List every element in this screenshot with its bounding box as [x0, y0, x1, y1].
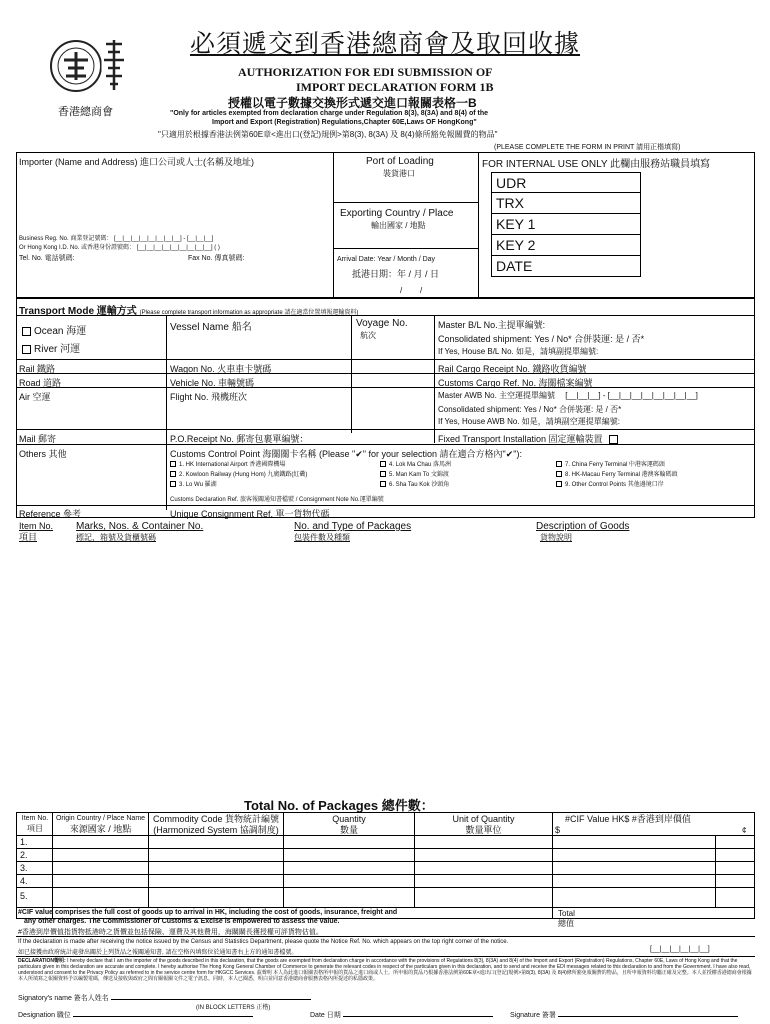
others-label: Others 其他 [19, 449, 67, 459]
mail-label: Mail 郵寄 [19, 434, 57, 444]
date-label: Date 日期 [310, 1012, 341, 1019]
declaration-text [18, 958, 752, 982]
packages-label: No. and Type of Packages [294, 521, 412, 532]
ccp-checkbox-8[interactable] [556, 471, 562, 477]
ccp-option-1-label: 1. HK International Airport 香港國際機場 [179, 462, 286, 468]
table-row: 5. [20, 891, 28, 901]
declaration-body: I hereby declare that I am the importer of the goods described in this declaration, that the goods are exempted from declaration charge in accordance with the provisions of Regulations 8(3), 8(3A) and 8(4) of the Import and Export (Registration) Regulations, Chapter 60E, Laws of Hong Kong and that the particulars given in this declaration are accurate and complete. I hereby authorise The Hong Kong General Chamber of Commerce to generate the relevant codes in respect of the particulars given in this declaration, and to send and receive the EDI messages related to this declaration to and from the Government. I have also read, understood and consent to the Privacy Policy as referred to in the service centre form for HKGCC Services. [18, 958, 751, 976]
river-checkbox[interactable] [22, 345, 31, 354]
col-unit-label: Unit of Quantity [452, 814, 515, 824]
ocean-option[interactable] [22, 322, 86, 337]
designation-label: Designation 職位 [18, 1012, 71, 1019]
total-label-cn: 總值 [558, 919, 574, 928]
packages-label-cn: 包裝件數及種類 [294, 533, 350, 542]
col-qty-label: Quantity [332, 814, 366, 824]
fixed-transport-label: Fixed Transport Installation 固定運輸裝置 [438, 434, 603, 444]
table-row: 1. [20, 837, 28, 847]
ccp-option-7-label: 7. China Ferry Terminal 中港客運碼頭 [565, 462, 665, 468]
master-awb-row [438, 390, 698, 401]
fax-label: Fax No. 傳真號碼: [188, 255, 245, 262]
arrival-date-field[interactable]: / / [400, 286, 423, 295]
col-cif-cent: ¢ [742, 826, 747, 835]
business-reg-label [19, 233, 213, 242]
notice-text-cn: 如已接獲由政府統計處發出關於上列貨品之報關通知書, 請在空格內填寫位於通知書右上方的通知書檔號。 [18, 950, 298, 956]
col-code-label-en: (Harmonized System 協調制度) [153, 825, 279, 835]
signature-row [510, 1010, 738, 1020]
voyage-label: Voyage No. [356, 318, 408, 329]
po-receipt-label: P.O.Receipt No. 郵寄包裹單編號： [170, 434, 309, 444]
block-letters-note: (IN BLOCK LETTERS 正楷) [196, 1005, 271, 1011]
total-packages-label: Total No. of Packages 總件數： [244, 798, 434, 813]
ccp-option-3[interactable] [170, 480, 307, 490]
ccp-option-5-label: 5. Man Kam To 文錦渡 [389, 472, 449, 478]
col-cif-header [555, 814, 691, 836]
ccp-option-2[interactable] [170, 470, 307, 480]
col-qty-header [284, 814, 414, 836]
chamber-logo [48, 30, 130, 102]
internal-use-label: FOR INTERNAL USE ONLY 此欄由服務站職員填寫 [482, 159, 711, 170]
note-en-2: Import and Export (Registration) Regulations,Chapter 60E,Laws OF HongKong" [212, 119, 477, 126]
table-row: 4. [20, 876, 28, 886]
col-cif-dollar: $ [555, 825, 561, 835]
ocean-checkbox[interactable] [22, 327, 31, 336]
notice-ref-field[interactable]: [__|__|__|__|__|__] [650, 946, 710, 953]
master-awb-field[interactable]: [__|__|__] - [__|__|__|__|__|__|__|__] [565, 391, 698, 400]
col-unit-header [415, 814, 552, 836]
signatory-label: Signatory's name 簽名人姓名 [18, 995, 109, 1002]
customs-cargo-label: Customs Cargo Ref. No. 海關檔案編號 [438, 378, 593, 388]
cif-note-1: #CIF value comprises the full cost of goods up to arrival in HK, including the cost of goods, insurance, freight and [18, 909, 398, 916]
org-name: 香港總商會 [58, 106, 113, 118]
master-bl-label: Master B/L No.主提單編號: [438, 320, 546, 330]
page-title-en-2: IMPORT DECLARATION FORM 1B [296, 80, 494, 94]
goods-item-no-label: Item No. [19, 521, 54, 531]
description-label: Description of Goods [536, 521, 630, 532]
ccp-option-9-label: 9. Other Control Points 其他邊境口岸 [565, 482, 664, 488]
col-item-label-cn: 項目 [27, 824, 43, 833]
river-option[interactable] [22, 340, 80, 355]
internal-codes-box [491, 172, 641, 277]
arrival-date-label-cn: 抵港日期：年 / 月 / 日 [352, 269, 440, 279]
house-bl-label: If Yes, House B/L No. 如是，請填副提單編號: [438, 347, 599, 356]
declaration-body-cn: 茲聲明 本人為此進口報關表格所申報的貨品之進口商或人士，所申報的貨品乃根據香港法例第60E章<進出口(登記)規例>第8(3), 8(3A) 及 8(4)條所豁免報關費的物品，且所申報資料均屬正確及完整。本人並授權香港總商會根據本人所填寫之報關資料予以編製電碼，傳送及接收與政府之間有關報關文件之電子訊息。同時，本人已閱悉，明白並同意香港總商會服務表格內所提述的私隱政策。 [18, 970, 752, 982]
tel-label: Tel. No. 電話號碼: [19, 255, 75, 262]
road-label: Road 道路 [19, 378, 62, 388]
page-title-cn: 必須遞交到香港總商會及取回收據 [190, 31, 581, 58]
ccp-checkbox-6[interactable] [380, 481, 386, 487]
print-note: (PLEASE COMPLETE THE FORM IN PRINT 請用正楷填寫) [494, 144, 681, 151]
rail-label: Rail 鐵路 [19, 364, 56, 374]
flight-label: Flight No. 飛機班次 [170, 392, 248, 402]
vehicle-label: Vehicle No. 車輛號碼 [170, 378, 255, 388]
marks-label-cn: 標記，箱號及貨櫃號碼 [76, 533, 156, 542]
internal-code-trx: TRX [491, 193, 641, 214]
reference-label: Reference 參考 [19, 509, 82, 519]
ccp-checkbox-7[interactable] [556, 461, 562, 467]
table-row: 3. [20, 863, 28, 873]
house-awb-label: If Yes, House AWB No. 如是，請填副空運提單編號: [438, 417, 620, 426]
transport-heading-note: (Please complete transport information as appropriate 請在適當位置填報運輸資料) [139, 310, 359, 316]
ccp-option-1[interactable] [170, 460, 307, 470]
ccp-option-2-label: 2. Kowloon Railway (Hung Hom) 九廣鐵路(紅磡) [179, 472, 308, 478]
ocean-label: Ocean 海運 [34, 326, 87, 337]
col-origin-header [53, 814, 148, 834]
col-origin-label-cn: 來源國家 / 地點 [69, 824, 132, 834]
ccp-checkbox-4[interactable] [380, 461, 386, 467]
river-label: River 河運 [34, 344, 81, 355]
port-loading-label: Port of Loading [366, 156, 434, 167]
hkid-field[interactable]: [__|__|__|__|__|__|__|__|__] ( ) [136, 245, 220, 251]
table-row: 2. [20, 850, 28, 860]
note-cn: "只適用於根據香港法例第60E章<進出口(登記)規例>第8(3), 8(3A) 及 8(4)條所豁免報關費的物品" [158, 130, 498, 139]
ccp-checkbox-1[interactable] [170, 461, 176, 467]
ccp-label: Customs Control Point 海關關卡名稱 (Please "✔" for your selection 請在適合方格內"✔"): [170, 449, 522, 459]
note-en-1: "Only for articles exempted from declaration charge under Regulation 8(3), 8(3A) and 8(4) of the [170, 110, 488, 117]
designation-field[interactable] [73, 1016, 253, 1017]
hkid-text: Or Hong Kong I.D. No. 或香港身份證號碼： [19, 245, 136, 251]
ucr-label: Unique Consignment Ref. 單一貨物代碼 [170, 509, 330, 519]
arrival-date-label: Arrival Date: Year / Month / Day [337, 256, 436, 263]
total-label [558, 909, 575, 929]
notice-text: If the declaration is made after receiving the notice issued by the Census and Statistics Department, please quote the Notice Ref. No. which appears on the top right corner of the notice. [18, 939, 509, 945]
fixed-transport-checkbox[interactable] [609, 435, 618, 444]
business-reg-text: Business Reg. No. 商業登記號碼： [19, 236, 113, 242]
col-item-header [18, 814, 52, 834]
table-entry-area[interactable] [53, 836, 753, 906]
rail-cargo-label: Rail Cargo Receipt No. 鐵路收貨編號 [438, 364, 587, 374]
ccp-option-5[interactable] [380, 470, 451, 480]
ccp-option-8-label: 8. HK-Macau Ferry Terminal 港澳客輪碼頭 [565, 472, 678, 478]
ccp-checkbox-2[interactable] [170, 471, 176, 477]
ccp-option-4[interactable] [380, 460, 451, 470]
ccp-option-6-label: 6. Sha Tau Kok 沙頭角 [389, 482, 450, 488]
declaration-label: DECLARATION聲明: [18, 958, 66, 964]
designation-row [18, 1010, 253, 1020]
description-header [536, 521, 629, 543]
customs-decl-ref-label: Customs Declaration Ref. 旅客報關通知書檔號 / Consignment Note No.運單編號 [170, 497, 384, 503]
ccp-option-8[interactable] [556, 470, 678, 480]
export-country-label: Exporting Country / Place [340, 208, 454, 219]
internal-code-key1: KEY 1 [491, 214, 641, 235]
marks-label: Marks, Nos. & Container No. [76, 521, 204, 532]
consolidated-label: Consolidated shipment: Yes / No* 合併裝運: 是 / 否* [438, 334, 645, 344]
export-country-label-cn: 輸出國家 / 地點 [371, 221, 426, 230]
ccp-option-6[interactable] [380, 480, 451, 490]
internal-code-udr: UDR [491, 172, 641, 193]
wagon-label: Wagon No. 火車車卡號碼 [170, 364, 272, 374]
internal-code-key2: KEY 2 [491, 235, 641, 256]
ccp-option-3-label: 3. Lo Wu 羅湖 [179, 482, 217, 488]
hkid-label [19, 242, 220, 251]
vessel-name-label: Vessel Name 船名 [170, 322, 252, 333]
port-loading-label-cn: 裝貨港口 [383, 169, 415, 178]
transport-heading-text: Transport Mode 運輸方式 [19, 306, 137, 317]
ccp-col-3 [556, 460, 678, 490]
date-field[interactable] [343, 1016, 493, 1017]
ccp-col-1 [170, 460, 307, 490]
cif-note-2: any other charges. The Commissioner of Customs & Excise is empowered to assess the value. [24, 918, 340, 925]
col-code-label: Commodity Code 貨物統計編號 [152, 814, 280, 824]
col-cif-label: #CIF Value HK$ #香港到岸價值 [565, 814, 691, 824]
col-unit-label-cn: 數量單位 [465, 825, 502, 835]
packages-header [294, 521, 411, 543]
ccp-checkbox-5[interactable] [380, 471, 386, 477]
air-label: Air 空運 [19, 392, 51, 402]
signature-label: Signature 簽署 [510, 1012, 556, 1019]
goods-item-no-header [19, 521, 53, 543]
description-label-cn: 貨物說明 [540, 533, 572, 542]
ccp-option-7[interactable] [556, 460, 678, 470]
internal-code-date: DATE [491, 256, 641, 277]
goods-item-no-label-cn: 項目 [19, 532, 38, 542]
goods-entry-area[interactable] [16, 546, 755, 791]
col-code-header [149, 814, 283, 836]
ccp-option-9[interactable] [556, 480, 678, 490]
cif-note-cn: #香港到岸價值指貨物抵港時之貨價並包括保險、運費及其他費用，海關關長獲授權可評貨物估值。 [18, 929, 323, 936]
ccp-option-4-label: 4. Lok Ma Chau 落馬洲 [389, 462, 452, 468]
voyage-label-cn: 航次 [360, 331, 376, 340]
master-awb-label: Master AWB No. 主空運提單編號 [438, 391, 556, 400]
importer-label: Importer (Name and Address) 進口公司或人士(名稱及地址) [19, 157, 255, 167]
col-origin-label: Origin Country / Place Name [55, 815, 146, 822]
page-subtitle-cn: 授權以電子數據交換形式遞交進口報關表格一B [228, 96, 477, 110]
ccp-checkbox-9[interactable] [556, 481, 562, 487]
col-qty-label-cn: 數量 [339, 825, 358, 835]
business-reg-field[interactable]: [__|__|__|__|__|__|__|__] - [__|__|__] [114, 236, 214, 242]
date-row [310, 1010, 493, 1020]
ccp-col-2 [380, 460, 451, 490]
consolidated2-label: Consolidated shipment: Yes / No* 合併裝運: 是 / 否* [438, 405, 622, 414]
marks-header [76, 521, 203, 543]
signatory-field[interactable] [111, 999, 311, 1000]
total-label-en: Total [558, 909, 575, 918]
importer-field[interactable] [19, 168, 329, 228]
page-title-en-1: AUTHORIZATION FOR EDI SUBMISSION OF [238, 65, 493, 79]
ccp-checkbox-3[interactable] [170, 481, 176, 487]
col-item-label: Item No. [21, 815, 49, 822]
signature-field[interactable] [558, 1016, 738, 1017]
